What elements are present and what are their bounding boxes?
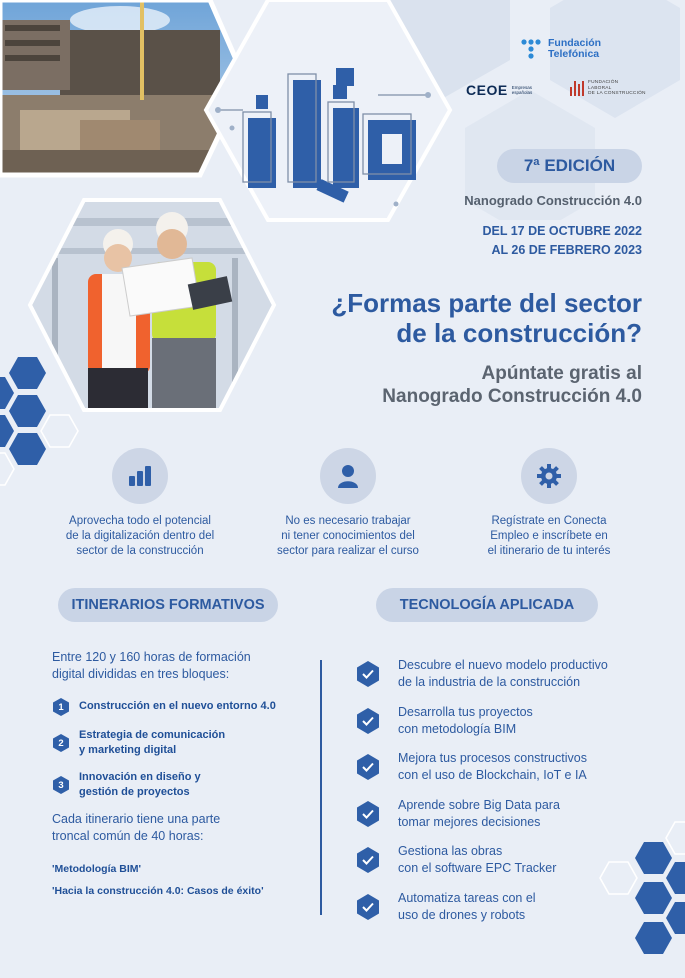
tech-line: con el uso de Blockchain, IoT e IA	[398, 768, 587, 783]
logo-line: Telefónica	[548, 48, 600, 60]
ceoe-sub-line: Empresas	[511, 85, 532, 90]
section-tecnologia-heading: TECNOLOGÍA APLICADA	[376, 588, 598, 622]
headline	[331, 288, 642, 348]
list-item	[356, 884, 656, 931]
column-divider	[320, 660, 322, 915]
feature-line: sector de la construcción	[76, 545, 204, 557]
block-number: 1	[58, 701, 64, 713]
check-hexagon-icon	[356, 708, 380, 734]
block-number-badge	[52, 734, 70, 752]
itinerarios-intro	[52, 649, 310, 683]
feature-line: ni tener conocimientos del	[281, 530, 415, 542]
check-hexagon-icon	[356, 801, 380, 827]
person-icon	[337, 464, 359, 488]
feature-line: de la digitalización dentro del	[65, 530, 215, 542]
common-course-1: 'Metodología BIM'	[52, 863, 141, 875]
feature-line: No es necesario trabajar	[285, 515, 411, 527]
feature-digitalization	[40, 448, 240, 559]
edition-badge: 7ª EDICIÓN	[497, 149, 642, 183]
itinerarios-blocks-list	[52, 698, 310, 800]
block-number-badge	[52, 698, 70, 716]
headline-line: ¿Formas parte del sector	[331, 288, 642, 318]
feature-line: Aprovecha todo el potencial	[69, 515, 211, 527]
list-item	[52, 727, 310, 758]
tech-line: uso de drones y robots	[398, 907, 526, 922]
common-course-2: 'Hacia la construcción 4.0: Casos de éxito'	[52, 885, 264, 897]
feature-line: el itinerario de tu interés	[487, 545, 611, 557]
flc-line: DE LA CONSTRUCCIÓN	[588, 91, 646, 96]
check-hexagon-icon	[356, 894, 380, 920]
section-itinerarios-heading: ITINERARIOS FORMATIVOS	[58, 588, 278, 622]
feature-line: sector para realizar el curso	[277, 545, 419, 557]
feature-no-experience	[248, 448, 448, 559]
bar-chart-icon	[127, 465, 153, 487]
tech-line: Descubre el nuevo modelo productivo	[398, 658, 608, 673]
course-dates	[482, 222, 642, 260]
subheadline-line: Nanogrado Construcción 4.0	[382, 386, 642, 407]
check-hexagon-icon	[356, 847, 380, 873]
tech-line: con metodología BIM	[398, 721, 517, 736]
tech-line: tomar mejores decisiones	[398, 814, 541, 829]
tecnologia-section	[356, 651, 656, 930]
list-item	[356, 791, 656, 838]
check-hexagon-icon	[356, 661, 380, 687]
list-item	[356, 651, 656, 698]
block-line: Innovación en diseño y	[79, 771, 201, 783]
feature-line: Empleo e inscríbete en	[490, 530, 608, 542]
course-name: Nanogrado Construcción 4.0	[464, 193, 642, 208]
date-start: DEL 17 DE OCTUBRE 2022	[482, 224, 642, 238]
block-number: 2	[58, 737, 64, 749]
itinerarios-section	[52, 649, 310, 897]
logo-line: Fundación	[548, 37, 602, 49]
subheadline-line: Apúntate gratis al	[481, 363, 642, 384]
headline-line: de la construcción?	[396, 318, 642, 348]
block-line: gestión de proyectos	[79, 786, 190, 798]
gear-icon	[536, 463, 562, 489]
block-line: y marketing digital	[79, 744, 177, 756]
flc-line: FUNDACIÓN	[588, 80, 619, 85]
list-item	[356, 837, 656, 884]
list-item	[356, 744, 656, 791]
block-line: Estrategia de comunicación	[79, 729, 226, 741]
common-line: Cada itinerario tiene una parte	[52, 812, 221, 826]
flc-bars-icon	[570, 81, 584, 96]
date-end: AL 26 DE FEBRERO 2023	[491, 243, 642, 257]
tech-line: de la industria de la construcción	[398, 675, 581, 690]
itinerarios-common	[52, 811, 310, 845]
tech-line: con el software EPC Tracker	[398, 861, 557, 876]
common-line: troncal común de 40 horas:	[52, 829, 204, 843]
flc-line: LABORAL	[588, 85, 612, 91]
check-hexagon-icon	[356, 754, 380, 780]
block-number-badge	[52, 776, 70, 794]
tech-line: Automatiza tareas con el	[398, 890, 536, 905]
feature-line: Regístrate en Conecta	[491, 515, 607, 527]
fundacion-telefonica-logo	[520, 38, 601, 60]
ceoe-sub-line: españolas	[511, 90, 533, 95]
ceoe-wordmark: CEOE	[466, 82, 508, 98]
tech-line: Gestiona las obras	[398, 844, 503, 859]
list-item	[52, 698, 310, 716]
ceoe-logo	[466, 82, 532, 98]
list-item	[356, 698, 656, 745]
tech-line: Desarrolla tus proyectos	[398, 704, 533, 719]
intro-line: Entre 120 y 160 horas de formación	[52, 650, 251, 664]
subheadline	[382, 362, 642, 408]
fundacion-laboral-logo	[570, 80, 646, 97]
block-line: Construcción en el nuevo entorno 4.0	[79, 700, 276, 712]
intro-line: digital divididas en tres bloques:	[52, 667, 230, 681]
list-item	[52, 769, 310, 800]
tech-line: Aprende sobre Big Data para	[398, 797, 560, 812]
telefonica-t-icon	[520, 38, 542, 60]
block-number: 3	[58, 779, 64, 791]
feature-register	[449, 448, 649, 559]
tech-line: Mejora tus procesos constructivos	[398, 751, 587, 766]
